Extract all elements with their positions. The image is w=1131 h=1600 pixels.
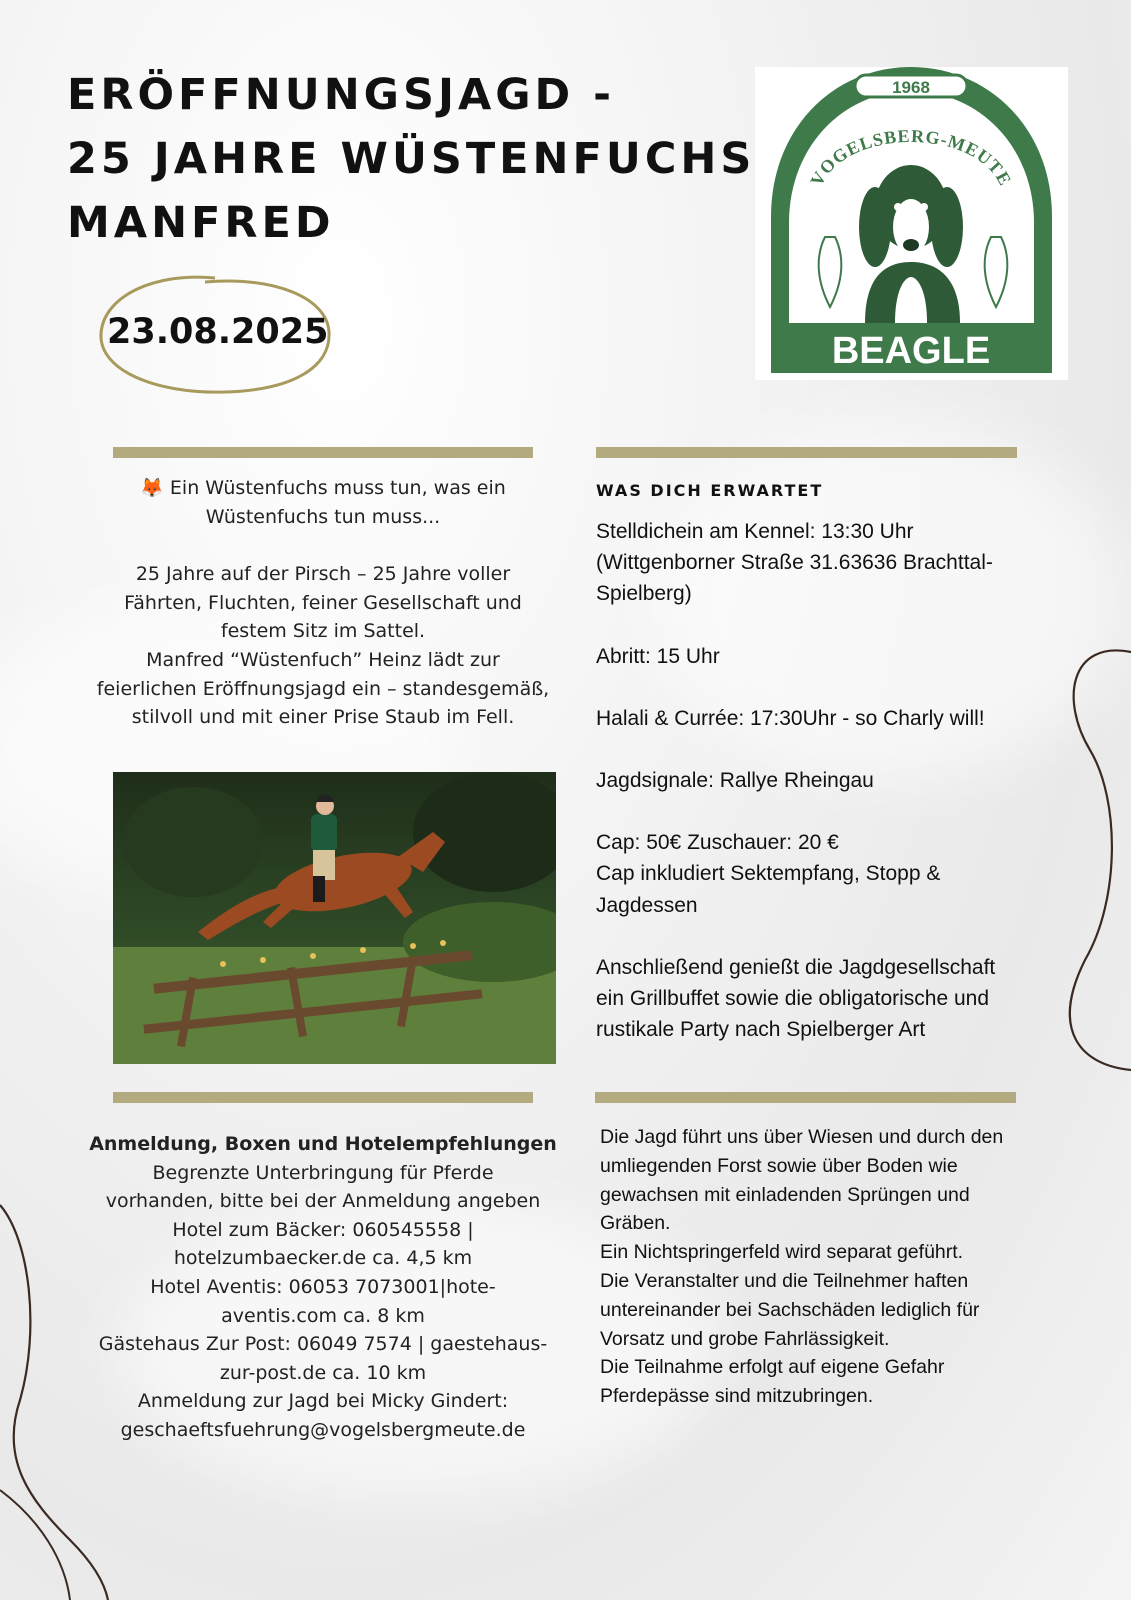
after-line: ein Grillbuffet sowie die obligatorische und	[596, 987, 990, 1011]
rules-line: gewachsen mit einladenden Sprüngen und	[600, 1183, 970, 1206]
registration-info	[80, 1130, 566, 1445]
intro-paragraph-line: feierlichen Eröffnungsjagd ein – standesgemäß,	[96, 677, 550, 700]
registration-line: Anmeldung zur Jagd bei Micky Gindert:	[137, 1390, 509, 1413]
title-line-1: ERÖFFNUNGSJAGD -	[67, 70, 616, 120]
intro-line-2: Wüstenfuchs tun muss...	[205, 505, 441, 528]
fox-icon: 🦊	[140, 477, 164, 499]
rules-line: Die Veranstalter und die Teilnehmer haften	[600, 1269, 969, 1292]
rules-line: Ein Nichtspringerfeld wird separat geführt.	[600, 1241, 964, 1264]
registration-line: hotelzumbaecker.de ca. 4,5 km	[173, 1247, 473, 1270]
section-heading-expect: WAS DICH ERWARTET	[596, 481, 824, 500]
intro-text	[68, 474, 578, 732]
intro-paragraph-line: 25 Jahre auf der Pirsch – 25 Jahre voller	[135, 563, 511, 586]
intro-line-1: Ein Wüstenfuchs muss tun, was ein	[169, 477, 506, 499]
rules-line: Die Teilnahme erfolgt auf eigene Gefahr	[600, 1356, 945, 1379]
registration-line: Begrenzte Unterbringung für Pferde	[152, 1161, 494, 1184]
rules-line: umliegenden Forst sowie über Boden wie	[600, 1154, 958, 1177]
divider-top-right	[596, 447, 1017, 458]
event-date	[95, 268, 335, 398]
rules-line: Gräben.	[600, 1212, 671, 1235]
cap-line: Jagdessen	[596, 893, 698, 917]
title-line-3: MANFRED	[67, 198, 335, 248]
registration-email[interactable]: geschaeftsfuehrung@vogelsbergmeute.de	[120, 1418, 526, 1441]
registration-line: Hotel zum Bäcker: 060545558 |	[172, 1218, 474, 1241]
meeting-line: (Wittgenborner Straße 31.63636 Brachttal-	[596, 551, 993, 575]
rules-line: Vorsatz und grobe Fahrlässigkeit.	[600, 1327, 890, 1350]
registration-line: Gästehaus Zur Post: 06049 7574 | gaestehaus-	[98, 1333, 548, 1356]
registration-line: Hotel Aventis: 06053 7073001|hote-	[150, 1275, 496, 1298]
start-time: Abritt: 15 Uhr	[596, 644, 720, 668]
intro-paragraph-line: Fährten, Fluchten, feiner Gesellschaft und	[124, 591, 522, 614]
after-line: rustikale Party nach Spielberger Art	[596, 1018, 926, 1042]
cap-line: Cap inkludiert Sektempfang, Stopp &	[596, 862, 941, 886]
rules-line: Die Jagd führt uns über Wiesen und durch den	[600, 1126, 1004, 1148]
rider-jump-photo	[113, 772, 556, 1064]
cap-line: Cap: 50€ Zuschauer: 20 €	[596, 831, 839, 855]
intro-paragraph-line: Manfred “Wüstenfuch” Heinz lädt zur	[146, 648, 500, 671]
logo-year: 1968	[892, 78, 930, 97]
rules-line: Pferdepässe sind mitzubringen.	[600, 1385, 874, 1408]
beagle-dog-icon	[859, 165, 963, 323]
after-line: Anschließend genießt die Jagdgesellschaft	[596, 955, 996, 979]
logo-breed: BEAGLE	[831, 330, 991, 372]
meeting-line: Stelldichein am Kennel: 13:30 Uhr	[596, 520, 914, 543]
rules-info	[600, 1123, 1050, 1411]
meeting-line: Spielberg)	[596, 582, 692, 606]
registration-line: vorhanden, bitte bei der Anmeldung angeben	[105, 1190, 541, 1213]
halali-time: Halali & Currée: 17:30Uhr - so Charly will!	[596, 706, 985, 730]
date-text: 23.08.2025	[107, 312, 329, 352]
intro-paragraph-line: stilvoll und mit einer Prise Staub im Fell.	[131, 706, 515, 729]
hunt-signals: Jagdsignale: Rallye Rheingau	[596, 769, 874, 793]
logo-club-name: VOGELSBERG-MEUTE	[806, 125, 1016, 190]
divider-bottom-right	[595, 1092, 1016, 1103]
divider-top-left	[113, 447, 533, 458]
title-line-2: 25 JAHRE WÜSTENFUCHS	[67, 134, 756, 184]
intro-paragraph-line: festem Sitz im Sattel.	[220, 620, 426, 643]
rules-line: untereinander bei Sachschäden lediglich für	[600, 1298, 980, 1321]
registration-line: zur-post.de ca. 10 km	[219, 1361, 427, 1384]
event-details	[596, 516, 1056, 1045]
club-logo	[755, 67, 1068, 380]
registration-heading: Anmeldung, Boxen und Hotelempfehlungen	[89, 1133, 557, 1155]
divider-bottom-left	[113, 1092, 533, 1103]
registration-line: aventis.com ca. 8 km	[221, 1304, 425, 1327]
beagle-logo-emblem	[755, 67, 1068, 380]
